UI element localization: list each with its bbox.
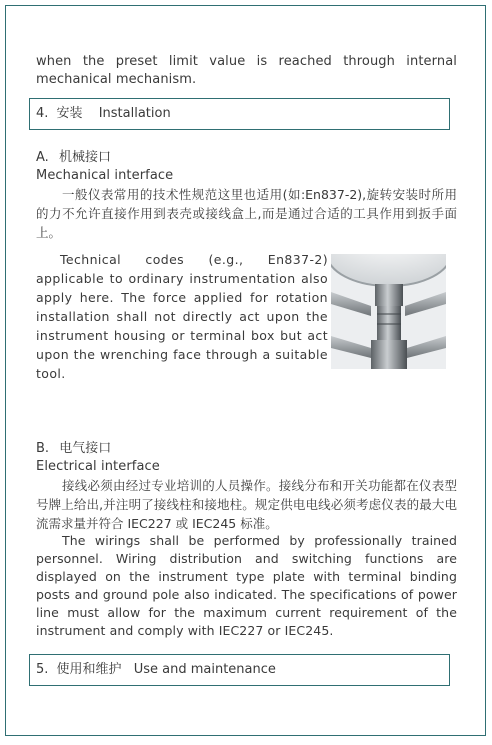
section-5-number: 5. <box>36 662 49 677</box>
section-4-title-en: Installation <box>98 106 171 121</box>
subsection-b-title-en: Electrical interface <box>36 459 160 474</box>
subsection-a-title-en: Mechanical interface <box>36 168 174 183</box>
section-5-title-en: Use and maintenance <box>133 662 276 677</box>
gauge-mounting-photo <box>331 254 446 369</box>
gauge-mounting-illustration <box>331 254 446 369</box>
subsection-a-paragraph-en: Technical codes (e.g., En837-2) applicable to ordinary instrumentation also apply here. The force applied for rotation installation shall not directly act upon the instrument housing or terminal box but act upon the wrenching face through a suitable tool. <box>36 252 328 381</box>
intro-paragraph: when the preset limit value is reached through internal mechanical mechanism. <box>36 54 457 87</box>
subsection-a-paragraph-cn: 一般仪表常用的技术性规范这里也适用(如:En837-2),旋转安装时所用的力不允许直接作用到表壳或接线盒上,而是通过合适的工具作用到扳手面上。 <box>36 187 457 240</box>
subsection-a-title-cn: 机械接口 <box>58 150 111 165</box>
subsection-b-paragraph-en: The wirings shall be performed by professionally trained personnel. Wiring distribution and switching functions are displayed on the instrument type plate with terminal binding posts and ground pole also indicated. The specifications of power line must allow for the maximum current requirement of the instrument and comply with IEC227 or IEC245. <box>36 533 457 638</box>
subsection-b-title-cn: 电气接口 <box>59 441 112 456</box>
section-5-title-cn: 使用和维护 <box>56 662 122 677</box>
section-4-header <box>29 98 450 130</box>
subsection-a-label: A. <box>36 150 49 165</box>
section-4-number: 4. <box>36 106 49 121</box>
subsection-a-heading <box>36 149 111 167</box>
subsection-b-label: B. <box>36 441 50 456</box>
section-4-title-cn: 安装 <box>56 106 83 121</box>
subsection-b-paragraph-cn: 接线必须由经过专业培训的人员操作。接线分布和开关功能都在仪表型号牌上给出,并注明了接线柱和接地柱。规定供电电线必须考虑仪表的最大电流需求量并符合 IEC227 或 IEC245 标准。 <box>36 478 457 531</box>
section-5-header <box>29 654 450 686</box>
subsection-b-heading <box>36 440 111 458</box>
